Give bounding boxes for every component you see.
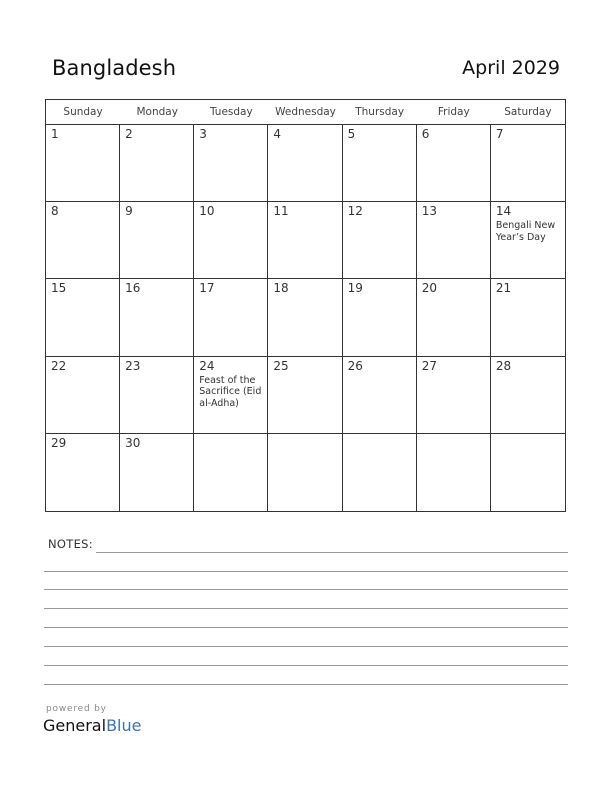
day-number: 19 — [347, 281, 363, 296]
day-cell — [343, 434, 417, 511]
day-number: 27 — [421, 358, 437, 373]
day-cell — [268, 125, 342, 202]
country-title: Bangladesh — [52, 56, 177, 80]
day-number: 9 — [125, 204, 133, 219]
day-cell — [46, 125, 120, 202]
brand-name-general: General — [43, 716, 107, 735]
day-number: 21 — [495, 281, 512, 296]
day-number: 26 — [347, 358, 363, 373]
day-cell — [194, 125, 268, 202]
notes-label: NOTES: — [48, 537, 93, 551]
day-number: 2 — [125, 127, 133, 141]
day-cell — [120, 434, 194, 511]
day-cell — [491, 125, 565, 202]
day-number: 25 — [273, 358, 289, 373]
day-number: 6 — [421, 127, 430, 141]
day-number: 13 — [421, 204, 437, 219]
day-cell — [194, 279, 268, 356]
day-cell — [120, 202, 194, 279]
day-cell — [343, 357, 417, 434]
day-cell — [194, 357, 268, 434]
day-cell — [120, 279, 194, 356]
holiday-event: Feast of the Sacrifice (Eid al-Adha) — [199, 374, 262, 409]
day-cell — [46, 357, 120, 434]
day-cells — [46, 125, 565, 511]
holiday-event: Bengali New Year’s Day — [495, 220, 556, 243]
calendar-grid — [45, 99, 566, 512]
weekday-saturday: Saturday — [504, 106, 552, 118]
day-number: 30 — [125, 435, 141, 450]
day-cell — [343, 125, 417, 202]
day-number: 8 — [51, 204, 59, 219]
day-cell — [194, 202, 268, 279]
day-number: 18 — [273, 281, 289, 296]
day-cell — [417, 434, 491, 511]
brand-name-blue: Blue — [106, 716, 142, 735]
weekday-header-row — [46, 100, 565, 125]
notes-line — [44, 627, 568, 628]
day-cell — [120, 125, 194, 202]
day-number: 17 — [199, 281, 215, 296]
day-cell — [343, 279, 417, 356]
day-number: 12 — [347, 204, 363, 219]
day-cell — [491, 357, 565, 434]
day-number: 5 — [347, 127, 356, 141]
brand-logo — [43, 716, 141, 735]
day-cell — [120, 357, 194, 434]
weekday-thursday: Thursday — [355, 106, 405, 118]
day-cell — [268, 202, 342, 279]
day-cell — [268, 434, 342, 511]
day-cell — [491, 202, 565, 279]
month-title: April 2029 — [462, 57, 560, 79]
day-cell — [343, 202, 417, 279]
day-cell — [417, 202, 491, 279]
day-cell — [46, 279, 120, 356]
notes-line — [44, 665, 568, 666]
day-cell — [46, 202, 120, 279]
day-number: 24 — [199, 358, 215, 373]
day-number: 3 — [199, 127, 207, 141]
day-number: 28 — [495, 358, 512, 373]
day-number: 7 — [495, 127, 504, 141]
day-cell — [417, 357, 491, 434]
day-number: 20 — [421, 281, 437, 296]
weekday-sunday: Sunday — [63, 106, 103, 118]
powered-by-text: powered by — [46, 704, 107, 714]
day-cell — [194, 434, 268, 511]
day-number: 23 — [125, 358, 141, 373]
day-number: 22 — [51, 358, 67, 373]
weekday-monday: Monday — [136, 106, 178, 118]
day-number: 11 — [273, 204, 289, 219]
day-number: 10 — [199, 204, 215, 219]
day-cell — [491, 434, 565, 511]
day-cell — [268, 357, 342, 434]
notes-line — [44, 571, 568, 572]
day-cell — [268, 279, 342, 356]
notes-line — [44, 608, 568, 609]
weekday-tuesday: Tuesday — [209, 106, 253, 118]
weekday-friday: Friday — [437, 106, 470, 118]
day-number: 14 — [495, 204, 512, 219]
day-number: 29 — [51, 435, 67, 450]
day-number: 4 — [273, 127, 282, 141]
day-cell — [46, 434, 120, 511]
day-cell — [417, 279, 491, 356]
day-cell — [417, 125, 491, 202]
notes-line — [96, 552, 568, 553]
notes-line — [44, 646, 568, 647]
day-number: 16 — [125, 281, 141, 296]
day-cell — [491, 279, 565, 356]
day-number: 1 — [51, 127, 59, 141]
notes-line — [44, 589, 568, 590]
day-number: 15 — [51, 281, 67, 296]
weekday-wednesday: Wednesday — [275, 106, 336, 118]
notes-line — [44, 684, 568, 685]
